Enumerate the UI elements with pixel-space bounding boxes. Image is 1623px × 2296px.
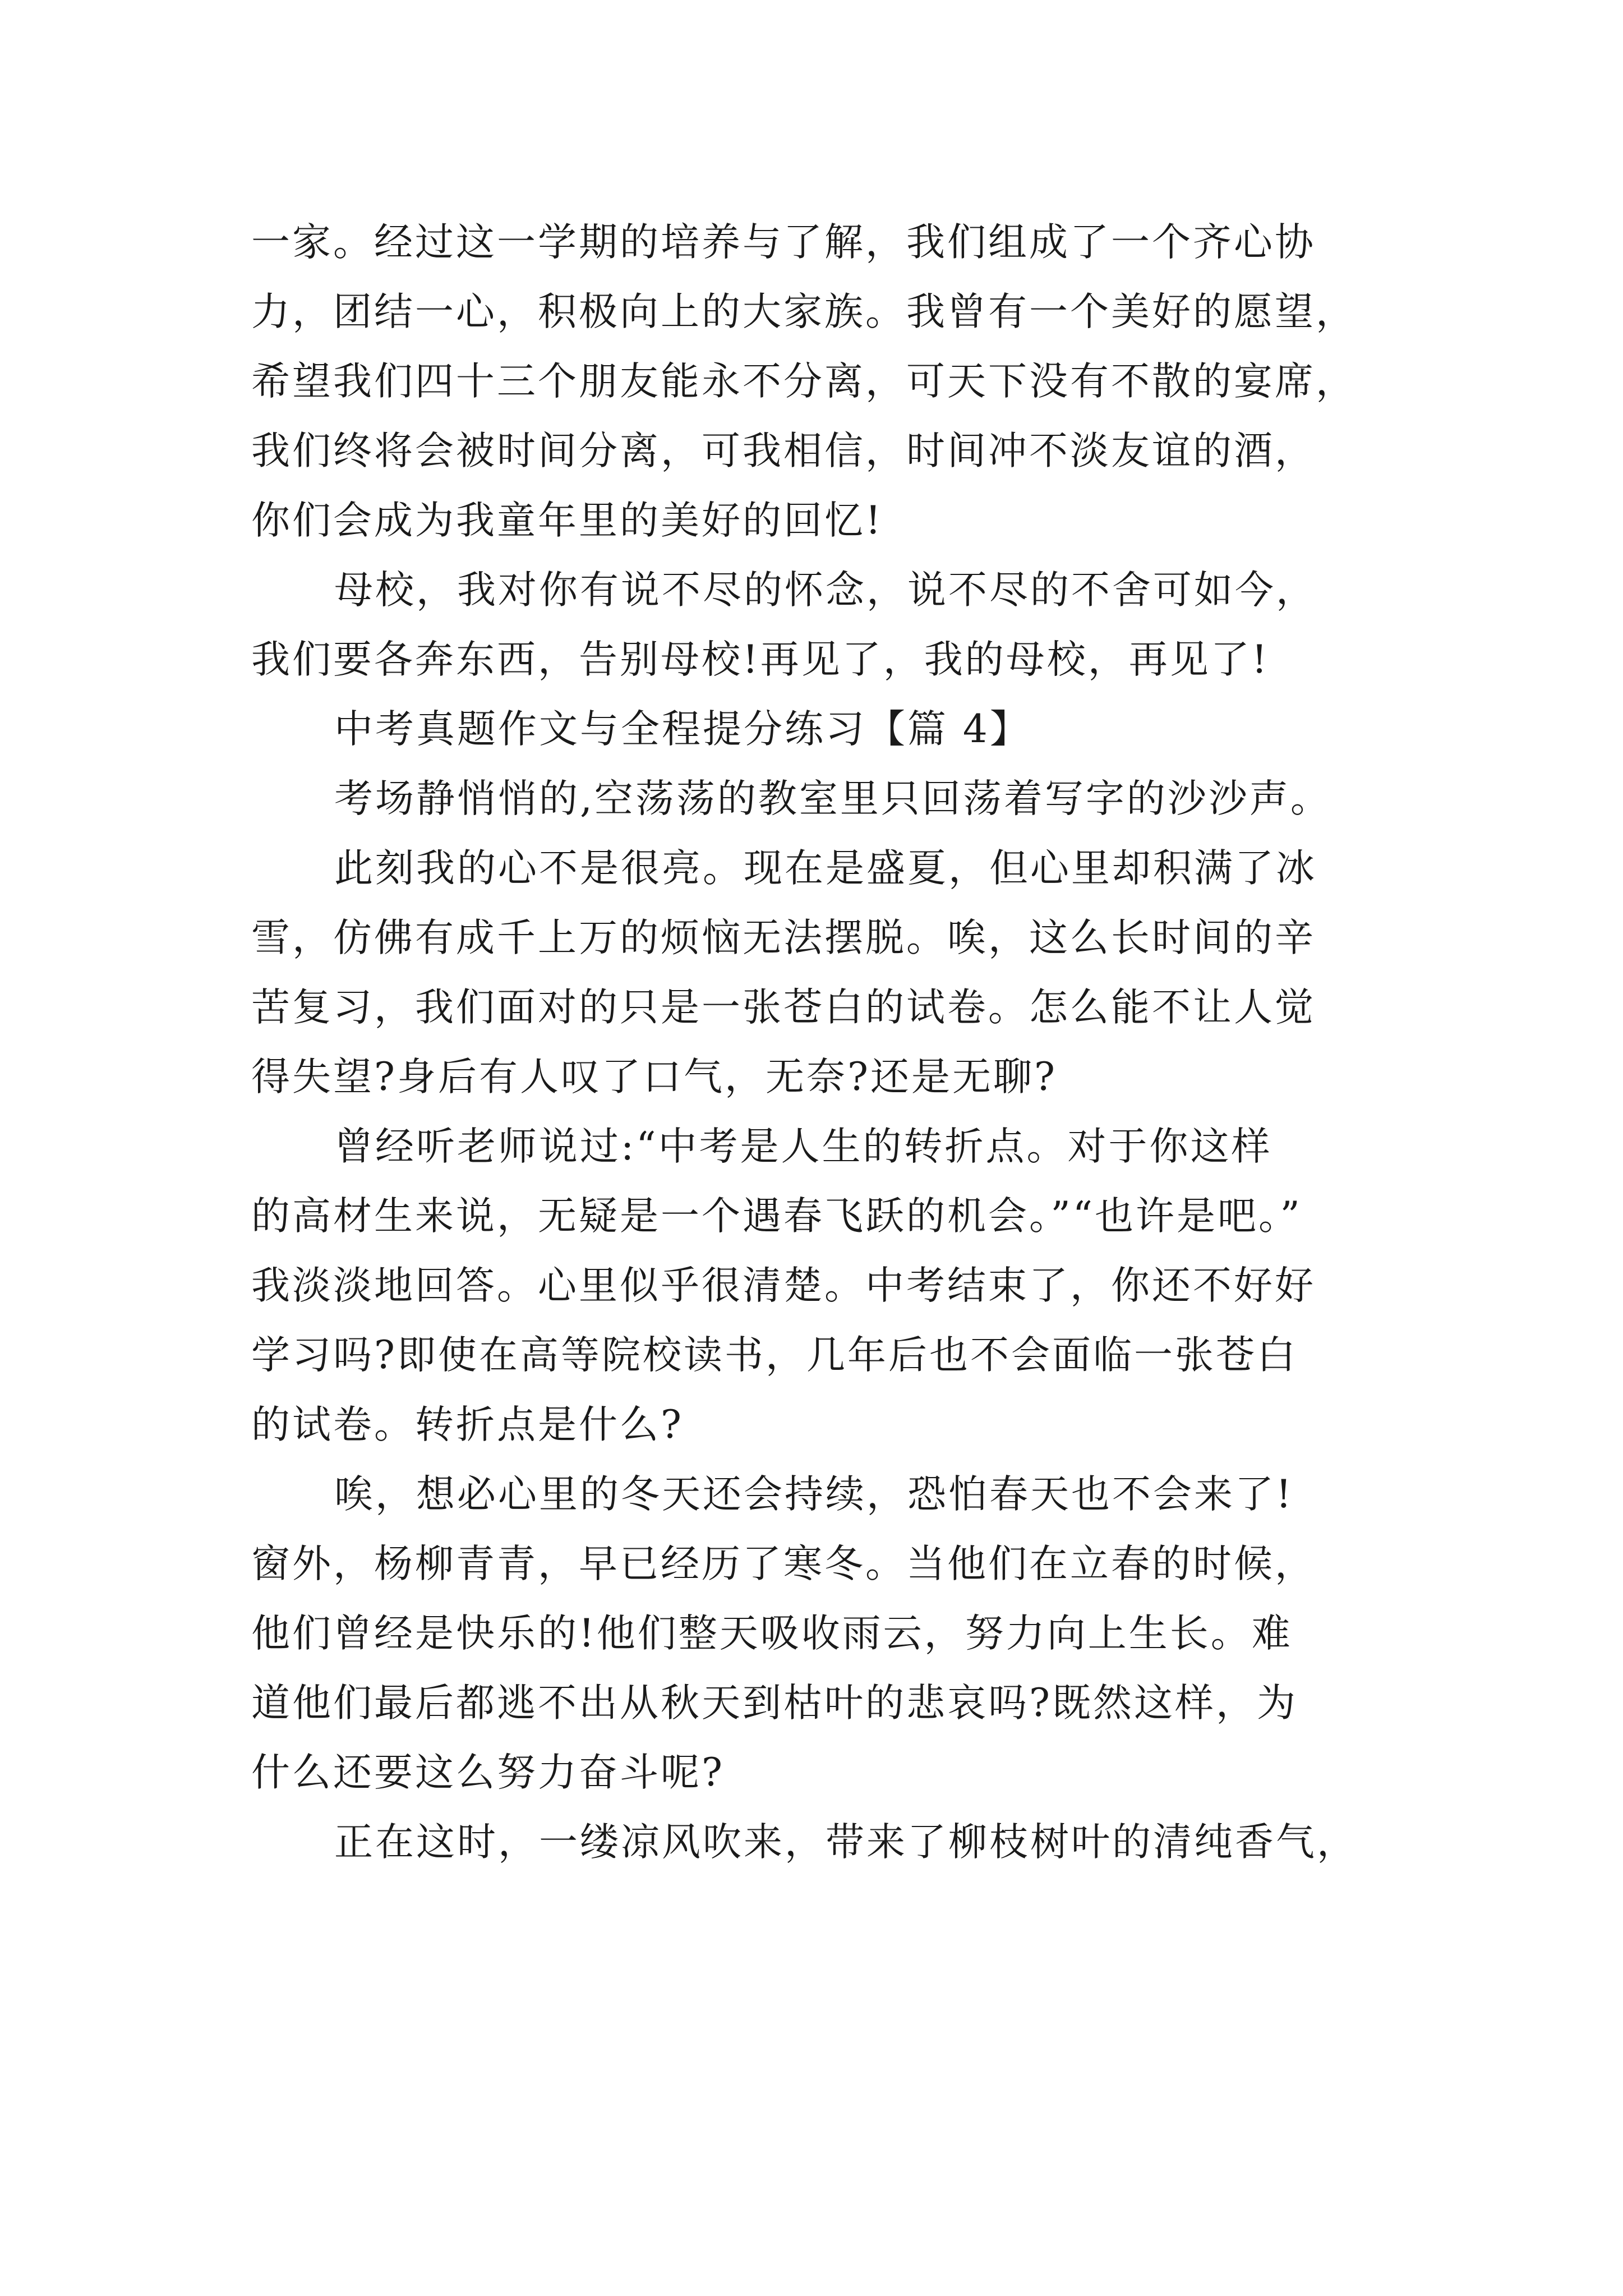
section-heading: 中考真题作文与全程提分练习【篇 4】 <box>334 707 1031 752</box>
text-line: 你们会成为我童年里的美好的回忆! <box>251 498 883 543</box>
text-line: 考场静悄悄的,空荡荡的教室里只回荡着写字的沙沙声。 <box>334 776 1331 821</box>
text-line: 曾经听老师说过:“中考是人生的转折点。对于你这样 <box>334 1124 1272 1169</box>
text-line: 的高材生来说，无疑是一个遇春飞跃的机会。”“也许是吧。” <box>251 1194 1302 1239</box>
text-line: 的试卷。转折点是什么? <box>251 1402 684 1447</box>
text-line: 苦复习，我们面对的只是一张苍白的试卷。怎么能不让人觉 <box>251 985 1316 1030</box>
text-line: 雪，仿佛有成千上万的烦恼无法摆脱。唉，这么长时间的辛 <box>251 915 1316 960</box>
text-line: 窗外，杨柳青青，早已经历了寒冬。当他们在立春的时候， <box>251 1542 1316 1586</box>
text-line: 道他们最后都逃不出从秋天到枯叶的悲哀吗?既然这样，为 <box>251 1681 1298 1726</box>
text-line: 得失望?身后有人叹了口气，无奈?还是无聊? <box>251 1055 1057 1099</box>
text-line: 我们要各奔东西，告别母校!再见了，我的母校，再见了! <box>251 637 1270 682</box>
text-line: 母校，我对你有说不尽的怀念，说不尽的不舍可如今， <box>334 568 1317 613</box>
body-text <box>251 208 1440 1877</box>
text-line: 力，团结一心，积极向上的大家族。我曾有一个美好的愿望， <box>251 289 1357 334</box>
text-line: 什么还要这么努力奋斗呢? <box>251 1750 725 1795</box>
text-line: 我淡淡地回答。心里似乎很清楚。中考结束了，你还不好好 <box>251 1263 1316 1308</box>
text-line: 唉，想必心里的冬天还会持续，恐怕春天也不会来了! <box>334 1472 1294 1517</box>
text-line: 此刻我的心不是很亮。现在是盛夏，但心里却积满了冰 <box>334 846 1317 891</box>
text-line: 正在这时，一缕凉风吹来，带来了柳枝树叶的清纯香气， <box>334 1820 1358 1865</box>
text-line: 他们曾经是快乐的!他们整天吸收雨云，努力向上生长。难 <box>251 1611 1293 1656</box>
text-line: 学习吗?即使在高等院校读书，几年后也不会面临一张苍白 <box>251 1333 1298 1378</box>
text-line: 希望我们四十三个朋友能永不分离，可天下没有不散的宴席， <box>251 359 1357 404</box>
text-line: 一家。经过这一学期的培养与了解，我们组成了一个齐心协 <box>251 220 1316 265</box>
text-line: 我们终将会被时间分离，可我相信，时间冲不淡友谊的酒， <box>251 429 1316 473</box>
